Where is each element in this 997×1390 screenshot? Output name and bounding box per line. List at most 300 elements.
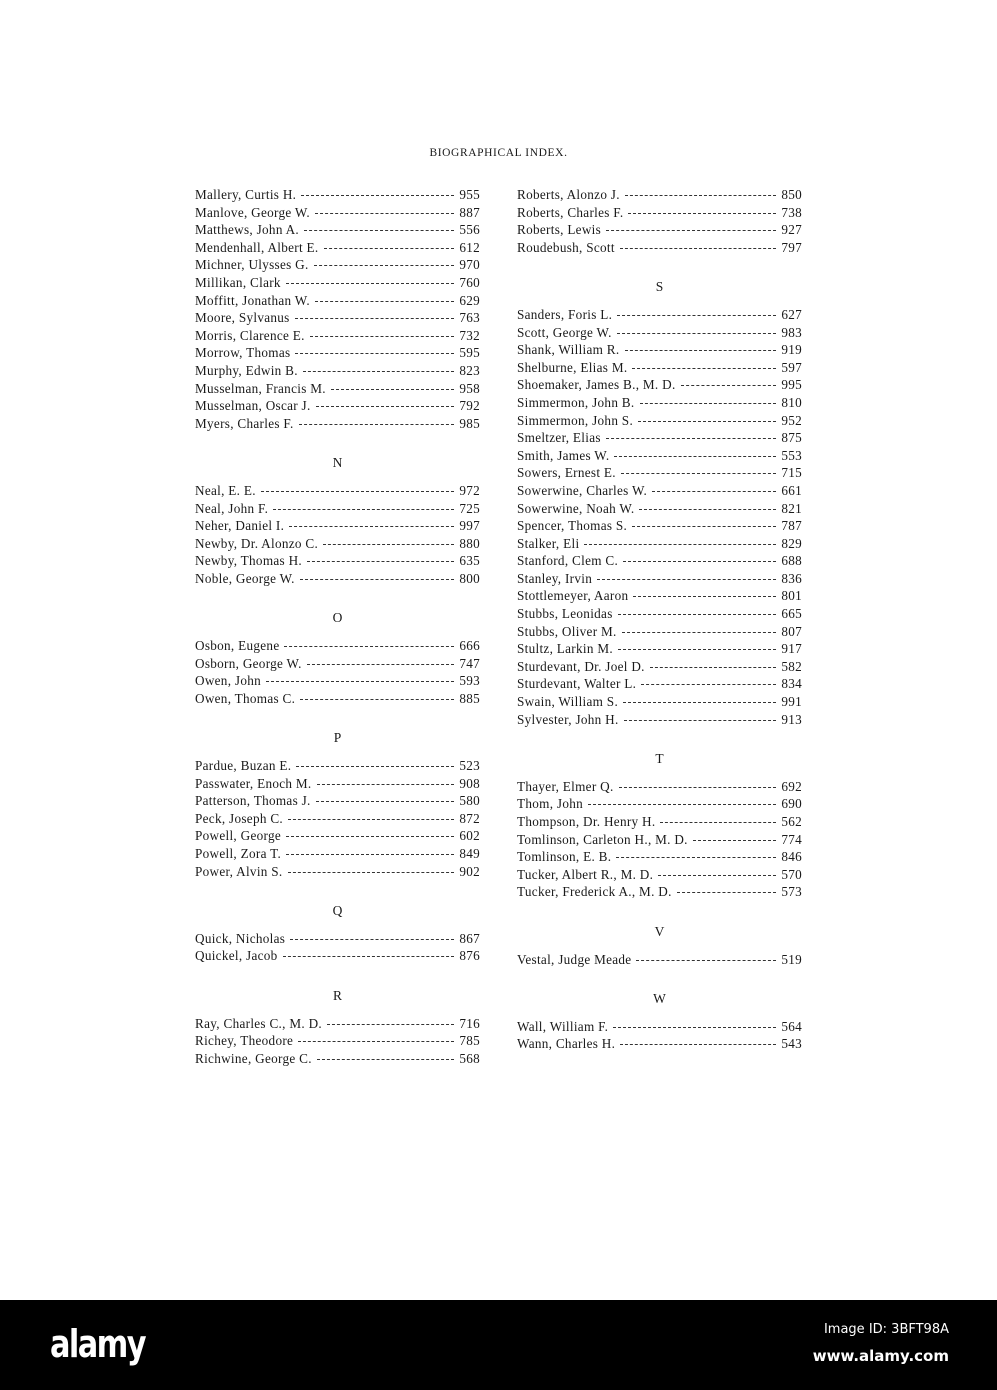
- leader-dashes: [640, 403, 777, 404]
- leader-dashes: [613, 1027, 776, 1028]
- leader-dashes: [617, 333, 777, 334]
- entry-name: Stubbs, Leonidas: [517, 606, 613, 622]
- entry-name: Owen, John: [195, 673, 262, 689]
- leader-dashes: [273, 509, 454, 510]
- entry-name: Neal, John F.: [195, 500, 269, 516]
- leader-dashes: [623, 702, 776, 703]
- leader-dashes: [641, 684, 776, 685]
- entry-page-number: 523: [459, 758, 480, 774]
- entry-name: Roberts, Alonzo J.: [517, 187, 620, 202]
- index-entry: [195, 637, 480, 655]
- index-entry: [195, 362, 480, 380]
- index-section: [195, 902, 480, 965]
- index-entry: [195, 655, 480, 673]
- index-entry: [517, 239, 802, 257]
- entry-page-number: 958: [459, 380, 480, 396]
- entry-name: Stottlemeyer, Aaron: [517, 588, 629, 604]
- index-entry: [195, 309, 480, 327]
- index-entry: [517, 658, 802, 676]
- entry-page-number: 716: [459, 1015, 480, 1031]
- entry-name: Newby, Thomas H.: [195, 553, 302, 569]
- entry-page-number: 834: [781, 676, 802, 692]
- entry-name: Tucker, Frederick A., M. D.: [517, 884, 672, 900]
- entry-page-number: 580: [459, 793, 480, 809]
- entry-name: Sowers, Ernest E.: [517, 465, 616, 481]
- entry-name: Matthews, John A.: [195, 222, 300, 238]
- index-entry: [195, 827, 480, 845]
- index-section: [517, 990, 802, 1053]
- index-entry: [517, 464, 802, 482]
- leader-dashes: [288, 819, 454, 820]
- entry-page-number: 564: [781, 1018, 802, 1034]
- entry-page-number: 556: [459, 222, 480, 238]
- entry-name: Mallery, Curtis H.: [195, 187, 297, 202]
- entry-name: Smeltzer, Elias: [517, 430, 601, 446]
- leader-dashes: [288, 872, 455, 873]
- index-entry: [517, 795, 802, 813]
- leader-dashes: [307, 561, 454, 562]
- entry-name: Michner, Ulysses G.: [195, 257, 309, 273]
- entry-page-number: 801: [781, 588, 802, 604]
- leader-dashes: [261, 491, 455, 492]
- index-entry: [517, 711, 802, 729]
- index-entry: [517, 848, 802, 866]
- entry-page-number: 875: [781, 430, 802, 446]
- leader-dashes: [660, 822, 776, 823]
- index-entry: [517, 221, 802, 239]
- entry-page-number: 887: [459, 204, 480, 220]
- entry-page-number: 985: [459, 415, 480, 431]
- entry-name: Quickel, Jacob: [195, 948, 278, 964]
- leader-dashes: [331, 389, 454, 390]
- entry-name: Sowerwine, Noah W.: [517, 500, 635, 516]
- entry-name: Morrow, Thomas: [195, 345, 291, 361]
- entry-name: Myers, Charles F.: [195, 415, 294, 431]
- leader-dashes: [296, 766, 454, 767]
- entry-page-number: 690: [781, 796, 802, 812]
- leader-dashes: [295, 353, 454, 354]
- leader-dashes: [633, 596, 776, 597]
- entry-name: Tomlinson, E. B.: [517, 849, 612, 865]
- entry-name: Tomlinson, Carleton H., M. D.: [517, 831, 688, 847]
- entry-page-number: 562: [781, 814, 802, 829]
- entry-page-number: 570: [781, 866, 802, 882]
- entry-name: Mendenhall, Albert E.: [195, 239, 319, 255]
- watermark-bar: [0, 1300, 997, 1390]
- entry-page-number: 970: [459, 257, 480, 273]
- entry-page-number: 543: [781, 1036, 802, 1052]
- index-section: [517, 923, 802, 968]
- leader-dashes: [622, 632, 777, 633]
- site-url: www.alamy.com: [812, 1347, 949, 1365]
- entry-page-number: 747: [459, 655, 480, 671]
- leader-dashes: [638, 421, 776, 422]
- index-entry: [517, 1035, 802, 1053]
- entry-page-number: 519: [781, 951, 802, 967]
- section-letter-heading: S: [655, 279, 664, 295]
- index-entry: [517, 429, 802, 447]
- entry-name: Simmermon, John B.: [517, 394, 635, 410]
- entry-page-number: 913: [781, 711, 802, 727]
- index-entry: [195, 863, 480, 881]
- entry-page-number: 876: [459, 948, 480, 964]
- leader-dashes: [616, 857, 776, 858]
- entry-name: Osbon, Eugene: [195, 638, 280, 654]
- entry-name: Sowerwine, Charles W.: [517, 482, 648, 498]
- entry-name: Tucker, Albert R., M. D.: [517, 866, 654, 882]
- entry-name: Sylvester, John H.: [517, 711, 619, 727]
- leader-dashes: [625, 195, 776, 196]
- entry-name: Newby, Dr. Alonzo C.: [195, 535, 319, 551]
- section-letter-heading: T: [655, 751, 664, 767]
- entry-page-number: 991: [781, 694, 802, 710]
- index-entry: [195, 327, 480, 345]
- index-entry: [517, 623, 802, 641]
- leader-dashes: [606, 438, 777, 439]
- leader-dashes: [316, 801, 455, 802]
- entry-page-number: 919: [781, 342, 802, 358]
- entry-name: Spencer, Thomas S.: [517, 518, 628, 534]
- index-entry: [517, 640, 802, 658]
- entry-name: Pardue, Buzan E.: [195, 758, 292, 774]
- entry-page-number: 593: [459, 673, 480, 689]
- index-entry: [195, 186, 480, 204]
- leader-dashes: [303, 371, 454, 372]
- index-entry: [517, 866, 802, 884]
- index-entry: [195, 570, 480, 588]
- leader-dashes: [300, 699, 454, 700]
- leader-dashes: [628, 213, 776, 214]
- index-entry: [195, 1050, 480, 1068]
- leader-dashes: [295, 318, 455, 319]
- entry-page-number: 612: [459, 239, 480, 255]
- entry-name: Morris, Clarence E.: [195, 327, 305, 343]
- leader-dashes: [301, 195, 454, 196]
- image-id-label: Image ID: 3BFT98A: [823, 1322, 949, 1337]
- leader-dashes: [677, 892, 777, 893]
- leader-dashes: [620, 1044, 776, 1045]
- entry-name: Manlove, George W.: [195, 204, 311, 220]
- index-entry: [517, 883, 802, 901]
- index-entry: [517, 394, 802, 412]
- leader-dashes: [315, 213, 454, 214]
- leader-dashes: [606, 230, 776, 231]
- entry-page-number: 627: [781, 306, 802, 322]
- entry-name: Neher, Daniel I.: [195, 518, 285, 534]
- index-entry: [195, 500, 480, 518]
- alamy-logo: alamy: [50, 1322, 145, 1366]
- entry-name: Swain, William S.: [517, 694, 619, 710]
- leader-dashes: [266, 681, 454, 682]
- entry-name: Roberts, Lewis: [517, 222, 602, 238]
- leader-dashes: [289, 526, 454, 527]
- entry-name: Thom, John: [517, 796, 584, 812]
- index-entry: [517, 341, 802, 359]
- entry-page-number: 732: [459, 327, 480, 343]
- leader-dashes: [299, 424, 455, 425]
- leader-dashes: [286, 854, 454, 855]
- entry-page-number: 763: [459, 310, 480, 326]
- entry-name: Shank, William R.: [517, 342, 620, 358]
- leader-dashes: [324, 248, 455, 249]
- index-entry: [195, 274, 480, 292]
- index-entry: [195, 1032, 480, 1050]
- index-entry: [517, 951, 802, 969]
- leader-dashes: [618, 649, 776, 650]
- index-entry: [517, 570, 802, 588]
- entry-name: Musselman, Francis M.: [195, 380, 326, 396]
- index-entry: [517, 778, 802, 796]
- index-entry: [517, 693, 802, 711]
- leader-dashes: [693, 840, 777, 841]
- entry-page-number: 800: [459, 570, 480, 586]
- leader-dashes: [290, 939, 454, 940]
- index-entry: [195, 792, 480, 810]
- entry-page-number: 836: [781, 570, 802, 586]
- entry-page-number: 774: [781, 831, 802, 847]
- leader-dashes: [652, 491, 776, 492]
- index-section: [517, 186, 802, 256]
- entry-name: Osborn, George W.: [195, 655, 302, 671]
- index-entry: [517, 376, 802, 394]
- leader-dashes: [620, 248, 776, 249]
- index-entry: [195, 535, 480, 553]
- section-letter-heading: V: [654, 923, 665, 939]
- index-entry: [195, 397, 480, 415]
- entry-page-number: 629: [459, 292, 480, 308]
- entry-name: Moffitt, Jonathan W.: [195, 292, 310, 308]
- index-entry: [195, 775, 480, 793]
- entry-page-number: 880: [459, 535, 480, 551]
- leader-dashes: [588, 804, 776, 805]
- entry-page-number: 908: [459, 775, 480, 791]
- entry-page-number: 553: [781, 447, 802, 463]
- leader-dashes: [584, 544, 776, 545]
- index-entry: [517, 675, 802, 693]
- index-entry: [517, 359, 802, 377]
- entry-page-number: 787: [781, 518, 802, 534]
- entry-page-number: 595: [459, 345, 480, 361]
- index-entry: [517, 306, 802, 324]
- entry-name: Neal, E. E.: [195, 482, 256, 498]
- entry-name: Roudebush, Scott: [517, 239, 615, 255]
- section-letter-heading: O: [332, 610, 343, 626]
- entry-page-number: 797: [781, 239, 802, 255]
- entry-page-number: 952: [781, 412, 802, 428]
- index-entry: [517, 186, 802, 204]
- entry-name: Wall, William F.: [517, 1018, 609, 1034]
- section-letter-heading: Q: [332, 903, 343, 919]
- index-entry: [195, 204, 480, 222]
- entry-page-number: 810: [781, 394, 802, 410]
- entry-page-number: 955: [459, 187, 480, 202]
- index-entry: [195, 239, 480, 257]
- entry-page-number: 846: [781, 849, 802, 865]
- index-section: [517, 750, 802, 901]
- leader-dashes: [298, 1041, 454, 1042]
- section-letter-heading: N: [332, 455, 343, 471]
- entry-name: Thayer, Elmer Q.: [517, 778, 614, 794]
- entry-name: Owen, Thomas C.: [195, 690, 296, 706]
- index-section: [195, 729, 480, 880]
- entry-page-number: 760: [459, 274, 480, 290]
- entry-name: Powell, Zora T.: [195, 846, 282, 861]
- leader-dashes: [632, 368, 776, 369]
- entry-page-number: 568: [459, 1050, 480, 1066]
- entry-page-number: 661: [781, 482, 802, 498]
- index-column-left: [195, 186, 480, 1067]
- index-entry: [195, 517, 480, 535]
- entry-name: Scott, George W.: [517, 324, 612, 340]
- entry-page-number: 885: [459, 690, 480, 706]
- index-section: [195, 186, 480, 432]
- leader-dashes: [327, 1024, 454, 1025]
- leader-dashes: [283, 956, 455, 957]
- leader-dashes: [623, 561, 776, 562]
- entry-name: Stubbs, Oliver M.: [517, 623, 617, 639]
- leader-dashes: [317, 784, 455, 785]
- entry-name: Quick, Nicholas: [195, 930, 286, 946]
- index-entry: [195, 690, 480, 708]
- index-entry: [517, 412, 802, 430]
- entry-page-number: 829: [781, 535, 802, 551]
- entry-page-number: 725: [459, 500, 480, 516]
- index-entry: [195, 930, 480, 948]
- leader-dashes: [658, 875, 776, 876]
- index-section: [195, 987, 480, 1067]
- index-entry: [195, 1015, 480, 1033]
- leader-dashes: [618, 614, 777, 615]
- entry-name: Shoemaker, James B., M. D.: [517, 377, 676, 393]
- entry-page-number: 823: [459, 362, 480, 378]
- entry-page-number: 665: [781, 606, 802, 622]
- index-entry: [517, 605, 802, 623]
- leader-dashes: [619, 787, 777, 788]
- entry-name: Murphy, Edwin B.: [195, 362, 298, 378]
- entry-name: Passwater, Enoch M.: [195, 775, 312, 791]
- entry-name: Richey, Theodore: [195, 1033, 294, 1049]
- leader-dashes: [624, 720, 777, 721]
- index-section: [517, 278, 802, 728]
- entry-page-number: 872: [459, 810, 480, 826]
- leader-dashes: [315, 301, 454, 302]
- index-entry: [517, 500, 802, 518]
- index-entry: [195, 380, 480, 398]
- entry-page-number: 917: [781, 641, 802, 657]
- leader-dashes: [632, 526, 776, 527]
- section-letter-heading: R: [332, 987, 342, 1003]
- entry-name: Shelburne, Elias M.: [517, 359, 628, 375]
- index-entry: [195, 845, 480, 863]
- entry-name: Power, Alvin S.: [195, 863, 283, 879]
- entry-name: Stultz, Larkin M.: [517, 641, 613, 657]
- leader-dashes: [286, 283, 454, 284]
- page-title: BIOGRAPHICAL INDEX.: [429, 147, 568, 159]
- entry-name: Simmermon, John S.: [517, 412, 634, 428]
- entry-page-number: 692: [781, 778, 802, 794]
- leader-dashes: [304, 230, 454, 231]
- index-entry: [517, 535, 802, 553]
- index-entry: [517, 324, 802, 342]
- index-section: [195, 454, 480, 587]
- section-letter-heading: P: [333, 730, 342, 746]
- entry-page-number: 715: [781, 465, 802, 481]
- leader-dashes: [650, 667, 777, 668]
- entry-page-number: 850: [781, 187, 802, 202]
- entry-page-number: 983: [781, 324, 802, 340]
- entry-page-number: 602: [459, 828, 480, 844]
- entry-name: Powell, George: [195, 828, 281, 844]
- leader-dashes: [636, 960, 776, 961]
- leader-dashes: [286, 836, 454, 837]
- entry-page-number: 867: [459, 930, 480, 946]
- index-entry: [195, 672, 480, 690]
- index-entry: [517, 517, 802, 535]
- entry-page-number: 792: [459, 398, 480, 414]
- leader-dashes: [284, 646, 454, 647]
- entry-page-number: 738: [781, 204, 802, 220]
- index-entry: [517, 552, 802, 570]
- index-entry: [517, 447, 802, 465]
- index-entry: [195, 947, 480, 965]
- index-entry: [517, 1018, 802, 1036]
- entry-page-number: 573: [781, 884, 802, 900]
- index-entry: [517, 831, 802, 849]
- entry-page-number: 902: [459, 863, 480, 879]
- leader-dashes: [310, 336, 455, 337]
- entry-name: Wann, Charles H.: [517, 1036, 616, 1052]
- index-column-right: [517, 186, 802, 1053]
- entry-name: Thompson, Dr. Henry H.: [517, 814, 656, 829]
- entry-page-number: 635: [459, 553, 480, 569]
- leader-dashes: [621, 473, 776, 474]
- entry-page-number: 597: [781, 359, 802, 375]
- leader-dashes: [625, 350, 777, 351]
- entry-name: Vestal, Judge Meade: [517, 951, 632, 967]
- index-entry: [195, 552, 480, 570]
- entry-page-number: 849: [459, 846, 480, 861]
- entry-page-number: 666: [459, 638, 480, 654]
- entry-page-number: 688: [781, 553, 802, 569]
- entry-name: Stanley, Irvin: [517, 570, 593, 586]
- entry-page-number: 821: [781, 500, 802, 516]
- entry-page-number: 807: [781, 623, 802, 639]
- index-entry: [517, 482, 802, 500]
- leader-dashes: [317, 1059, 455, 1060]
- entry-page-number: 927: [781, 222, 802, 238]
- index-entry: [195, 810, 480, 828]
- entry-name: Noble, George W.: [195, 570, 295, 586]
- leader-dashes: [316, 406, 455, 407]
- entry-page-number: 995: [781, 377, 802, 393]
- index-entry: [517, 204, 802, 222]
- index-entry: [195, 757, 480, 775]
- entry-name: Sturdevant, Dr. Joel D.: [517, 658, 645, 674]
- entry-name: Stanford, Clem C.: [517, 553, 619, 569]
- leader-dashes: [323, 544, 454, 545]
- entry-name: Patterson, Thomas J.: [195, 793, 311, 809]
- entry-name: Sturdevant, Walter L.: [517, 676, 637, 692]
- index-section: [195, 609, 480, 707]
- index-entry: [517, 813, 802, 831]
- index-entry: [195, 344, 480, 362]
- index-entry: [195, 415, 480, 433]
- index-entry: [195, 256, 480, 274]
- entry-name: Stalker, Eli: [517, 535, 580, 551]
- leader-dashes: [639, 509, 776, 510]
- index-entry: [195, 292, 480, 310]
- entry-name: Millikan, Clark: [195, 274, 281, 290]
